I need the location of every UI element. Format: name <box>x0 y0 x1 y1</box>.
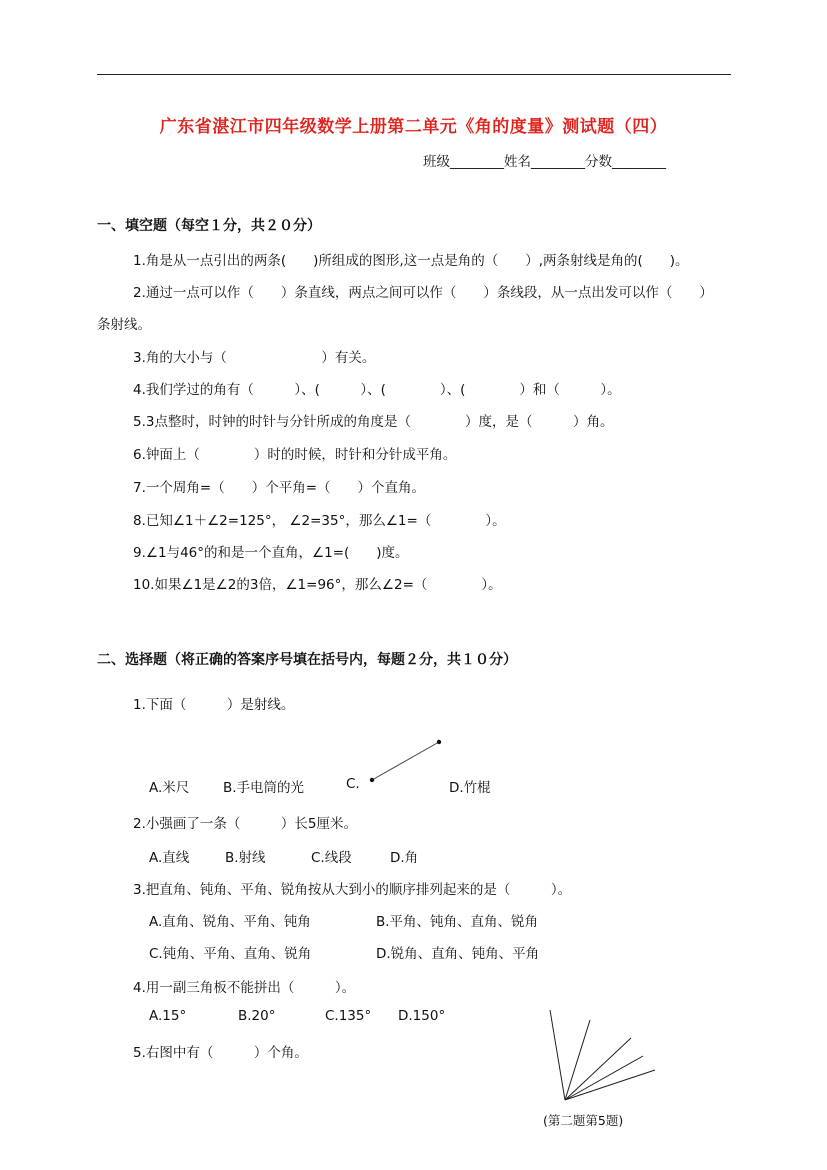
s2-q3-option-c: C.钝角、平角、直角、锐角 <box>149 946 312 962</box>
angle-rays-figure <box>545 1008 665 1104</box>
s1-question-6: 6.钟面上（ ）时的时候，时针和分针成平角。 <box>133 447 457 463</box>
s2-q2-option-a: A.直线 <box>149 850 190 866</box>
s1-question-5: 5.3点整时，时钟的时针与分针所成的角度是（ ）度，是（ ）角。 <box>133 414 614 430</box>
s2-question-1: 1.下面（ ）是射线。 <box>133 697 295 713</box>
s1-question-10: 10.如果∠1是∠2的3倍，∠1=96°，那么∠2=（ ）。 <box>133 577 502 593</box>
s2-question-5: 5.右图中有（ ）个角。 <box>133 1045 308 1061</box>
ray-figure <box>368 738 444 784</box>
s2-q2-option-c: C.线段 <box>311 850 352 866</box>
s2-q1-option-d: D.竹棍 <box>449 780 491 796</box>
s2-q2-option-b: B.射线 <box>225 850 266 866</box>
s2-q3-option-a: A.直角、锐角、平角、钝角 <box>149 914 311 930</box>
s2-q3-option-b: B.平角、钝角、直角、锐角 <box>376 914 539 930</box>
page-title: 广东省湛江市四年级数学上册第二单元《角的度量》测试题（四） <box>159 117 668 137</box>
s2-q4-option-b: B.20° <box>238 1008 276 1024</box>
s2-q4-option-d: D.150° <box>398 1008 446 1024</box>
top-rule <box>97 74 731 75</box>
student-info-line: 班级________姓名________分数________ <box>423 154 666 170</box>
s2-q4-option-c: C.135° <box>325 1008 372 1024</box>
s1-question-4: 4.我们学过的角有（ ）、( ）、( ）、( ）和（ ）。 <box>133 382 621 398</box>
s2-question-4: 4.用一副三角板不能拼出（ ）。 <box>133 980 356 996</box>
s1-question-8: 8.已知∠1＋∠2=125°， ∠2=35°，那么∠1=（ ）。 <box>133 513 506 529</box>
s2-q4-option-a: A.15° <box>149 1008 187 1024</box>
s1-question-7: 7.一个周角=（ ）个平角=（ ）个直角。 <box>133 480 426 496</box>
s1-question-2-continued: 条射线。 <box>97 317 151 333</box>
s2-question-2: 2.小强画了一条（ ）长5厘米。 <box>133 816 357 832</box>
s1-question-3: 3.角的大小与（ ）有关。 <box>133 350 376 366</box>
section2-heading: 二、选择题（将正确的答案序号填在括号内，每题２分，共１０分） <box>97 652 517 668</box>
s1-question-2: 2.通过一点可以作（ ）条直线，两点之间可以作（ ）条线段，从一点出发可以作（ ） <box>133 285 713 301</box>
s1-question-9: 9.∠1与46°的和是一个直角，∠1=( )度。 <box>133 545 409 561</box>
s2-q2-option-d: D.角 <box>390 850 419 866</box>
section1-heading: 一、填空题（每空１分，共２０分） <box>97 218 321 234</box>
s2-q1-option-a: A.米尺 <box>149 780 190 796</box>
s2-q1-option-b: B.手电筒的光 <box>223 780 305 796</box>
s2-q1-option-c: C. <box>346 776 360 792</box>
s1-question-1: 1.角是从一点引出的两条( )所组成的图形,这一点是角的（ ）,两条射线是角的( )。 <box>133 253 689 269</box>
s2-q3-option-d: D.锐角、直角、钝角、平角 <box>376 946 540 962</box>
s2-question-3: 3.把直角、钝角、平角、锐角按从大到小的顺序排列起来的是（ ）。 <box>133 882 572 898</box>
figure-caption: (第二题第5题) <box>543 1113 624 1128</box>
